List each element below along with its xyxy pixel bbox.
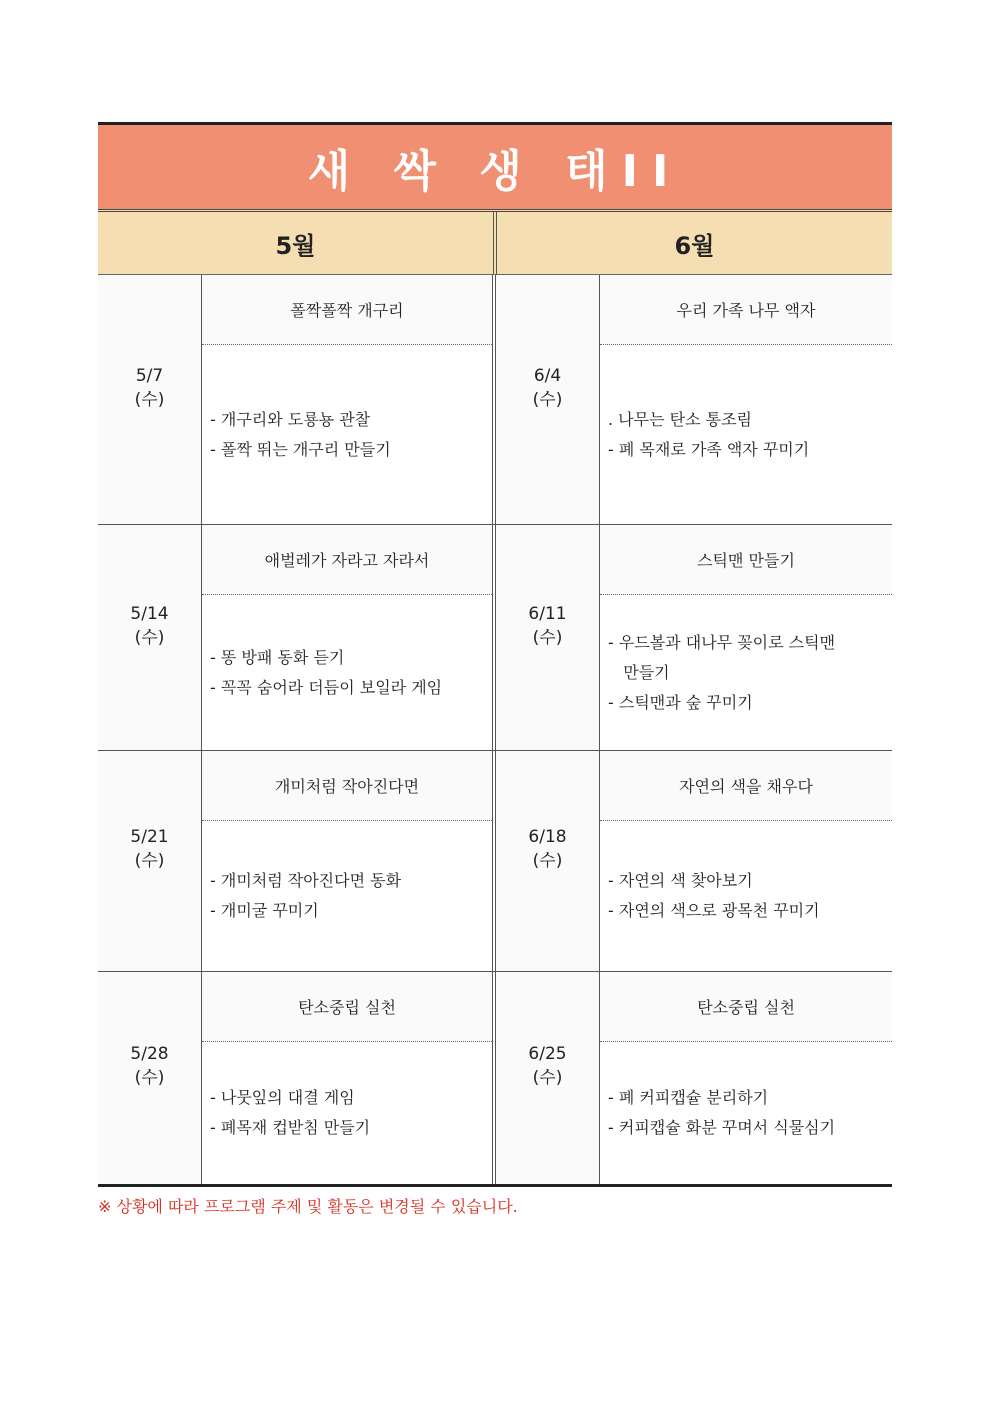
- activity-list: [600, 345, 892, 524]
- session-weekday: (수): [532, 1068, 563, 1088]
- session-date: 6/4: [533, 365, 562, 386]
- session-topic: 애벌레가 자라고 자라서: [202, 525, 492, 595]
- session-date: 6/18: [528, 827, 567, 847]
- june-week-cell: [496, 972, 892, 1184]
- week-row: [98, 972, 892, 1187]
- session-topic: 개미처럼 작아진다면: [202, 751, 492, 821]
- session-topic: 탄소중립 실천: [202, 972, 492, 1042]
- activity-item: - 커피캡슐 화분 꾸며서 식물심기: [608, 1118, 836, 1137]
- may-week-cell: [98, 275, 496, 524]
- schedule-table: [98, 122, 892, 1187]
- activity-list: [202, 345, 492, 524]
- activity-item: - 똥 방패 동화 듣기: [210, 647, 345, 667]
- activity-list: [600, 595, 892, 750]
- session-topic: 자연의 색을 채우다: [600, 751, 892, 821]
- activity-item: - 폴짝 뛰는 개구리 만들기: [210, 439, 391, 459]
- session-date: 6/11: [528, 603, 567, 624]
- date-cell: [496, 751, 600, 971]
- session-topic: 스틱맨 만들기: [600, 525, 892, 595]
- date-cell: [98, 525, 202, 750]
- date-cell: [98, 275, 202, 524]
- week-rows: [98, 275, 892, 1187]
- activity-item: - 폐 커피캡슐 분리하기: [608, 1088, 769, 1107]
- week-row: [98, 275, 892, 525]
- session-date: 5/7: [135, 365, 164, 386]
- session-weekday: (수): [134, 1068, 165, 1088]
- title-banner: [98, 122, 892, 209]
- date-cell: [496, 275, 600, 524]
- session-topic: 탄소중립 실천: [600, 972, 892, 1042]
- session-date: 5/14: [130, 603, 169, 624]
- activity-list: [202, 1042, 492, 1184]
- footer-note: ※ 상황에 따라 프로그램 주제 및 활동은 변경될 수 있습니다.: [98, 1197, 518, 1216]
- week-row: [98, 751, 892, 972]
- session-weekday: (수): [532, 389, 563, 410]
- june-week-cell: [496, 275, 892, 524]
- session-weekday: (수): [134, 389, 165, 410]
- session-date: 5/21: [130, 827, 169, 847]
- activity-item: - 폐목재 컵받침 만들기: [210, 1118, 371, 1137]
- session-weekday: (수): [134, 851, 165, 871]
- date-cell: [98, 751, 202, 971]
- month-header-june: 6월: [674, 231, 715, 260]
- activity-item: - 자연의 색 찾아보기: [608, 871, 753, 890]
- may-week-cell: [98, 972, 496, 1184]
- activity-item: - 폐 목재로 가족 액자 꾸미기: [608, 439, 810, 459]
- session-date: 5/28: [130, 1044, 169, 1064]
- activity-list: [202, 821, 492, 971]
- activity-item: - 개미처럼 작아진다면 동화: [210, 871, 402, 890]
- june-week-cell: [496, 525, 892, 750]
- session-content: [202, 751, 492, 971]
- activity-item: - 우드볼과 대나무 꽂이로 스틱맨 만들기: [608, 632, 836, 682]
- session-date: 6/25: [528, 1044, 567, 1064]
- session-weekday: (수): [532, 851, 563, 871]
- activity-item: . 나무는 탄소 통조림: [608, 409, 752, 429]
- session-content: [600, 525, 892, 750]
- activity-item: - 자연의 색으로 광목천 꾸미기: [608, 901, 820, 920]
- date-cell: [98, 972, 202, 1184]
- activity-list: [600, 821, 892, 971]
- session-weekday: (수): [134, 627, 165, 648]
- month-header-may: 5월: [98, 212, 497, 274]
- may-week-cell: [98, 751, 496, 971]
- session-content: [202, 972, 492, 1184]
- session-topic: 우리 가족 나무 액자: [600, 275, 892, 345]
- week-row: [98, 525, 892, 751]
- june-week-cell: [496, 751, 892, 971]
- page-title: 새 싹 생 태II: [307, 146, 683, 197]
- activity-item: - 꼭꼭 숨어라 더듬이 보일라 게임: [210, 677, 443, 697]
- date-cell: [496, 525, 600, 750]
- activity-list: [202, 595, 492, 750]
- activity-item: - 스틱맨과 숲 꾸미기: [608, 692, 753, 712]
- activity-item: - 나뭇잎의 대결 게임: [210, 1088, 355, 1107]
- session-content: [202, 275, 492, 524]
- session-topic: 폴짝폴짝 개구리: [202, 275, 492, 345]
- activity-list: [600, 1042, 892, 1184]
- session-content: [202, 525, 492, 750]
- activity-item: - 개구리와 도룡뇽 관찰: [210, 409, 371, 429]
- date-cell: [496, 972, 600, 1184]
- may-week-cell: [98, 525, 496, 750]
- session-content: [600, 751, 892, 971]
- session-content: [600, 275, 892, 524]
- session-weekday: (수): [532, 627, 563, 648]
- month-header-row: [98, 209, 892, 275]
- session-content: [600, 972, 892, 1184]
- activity-item: - 개미굴 꾸미기: [210, 901, 319, 920]
